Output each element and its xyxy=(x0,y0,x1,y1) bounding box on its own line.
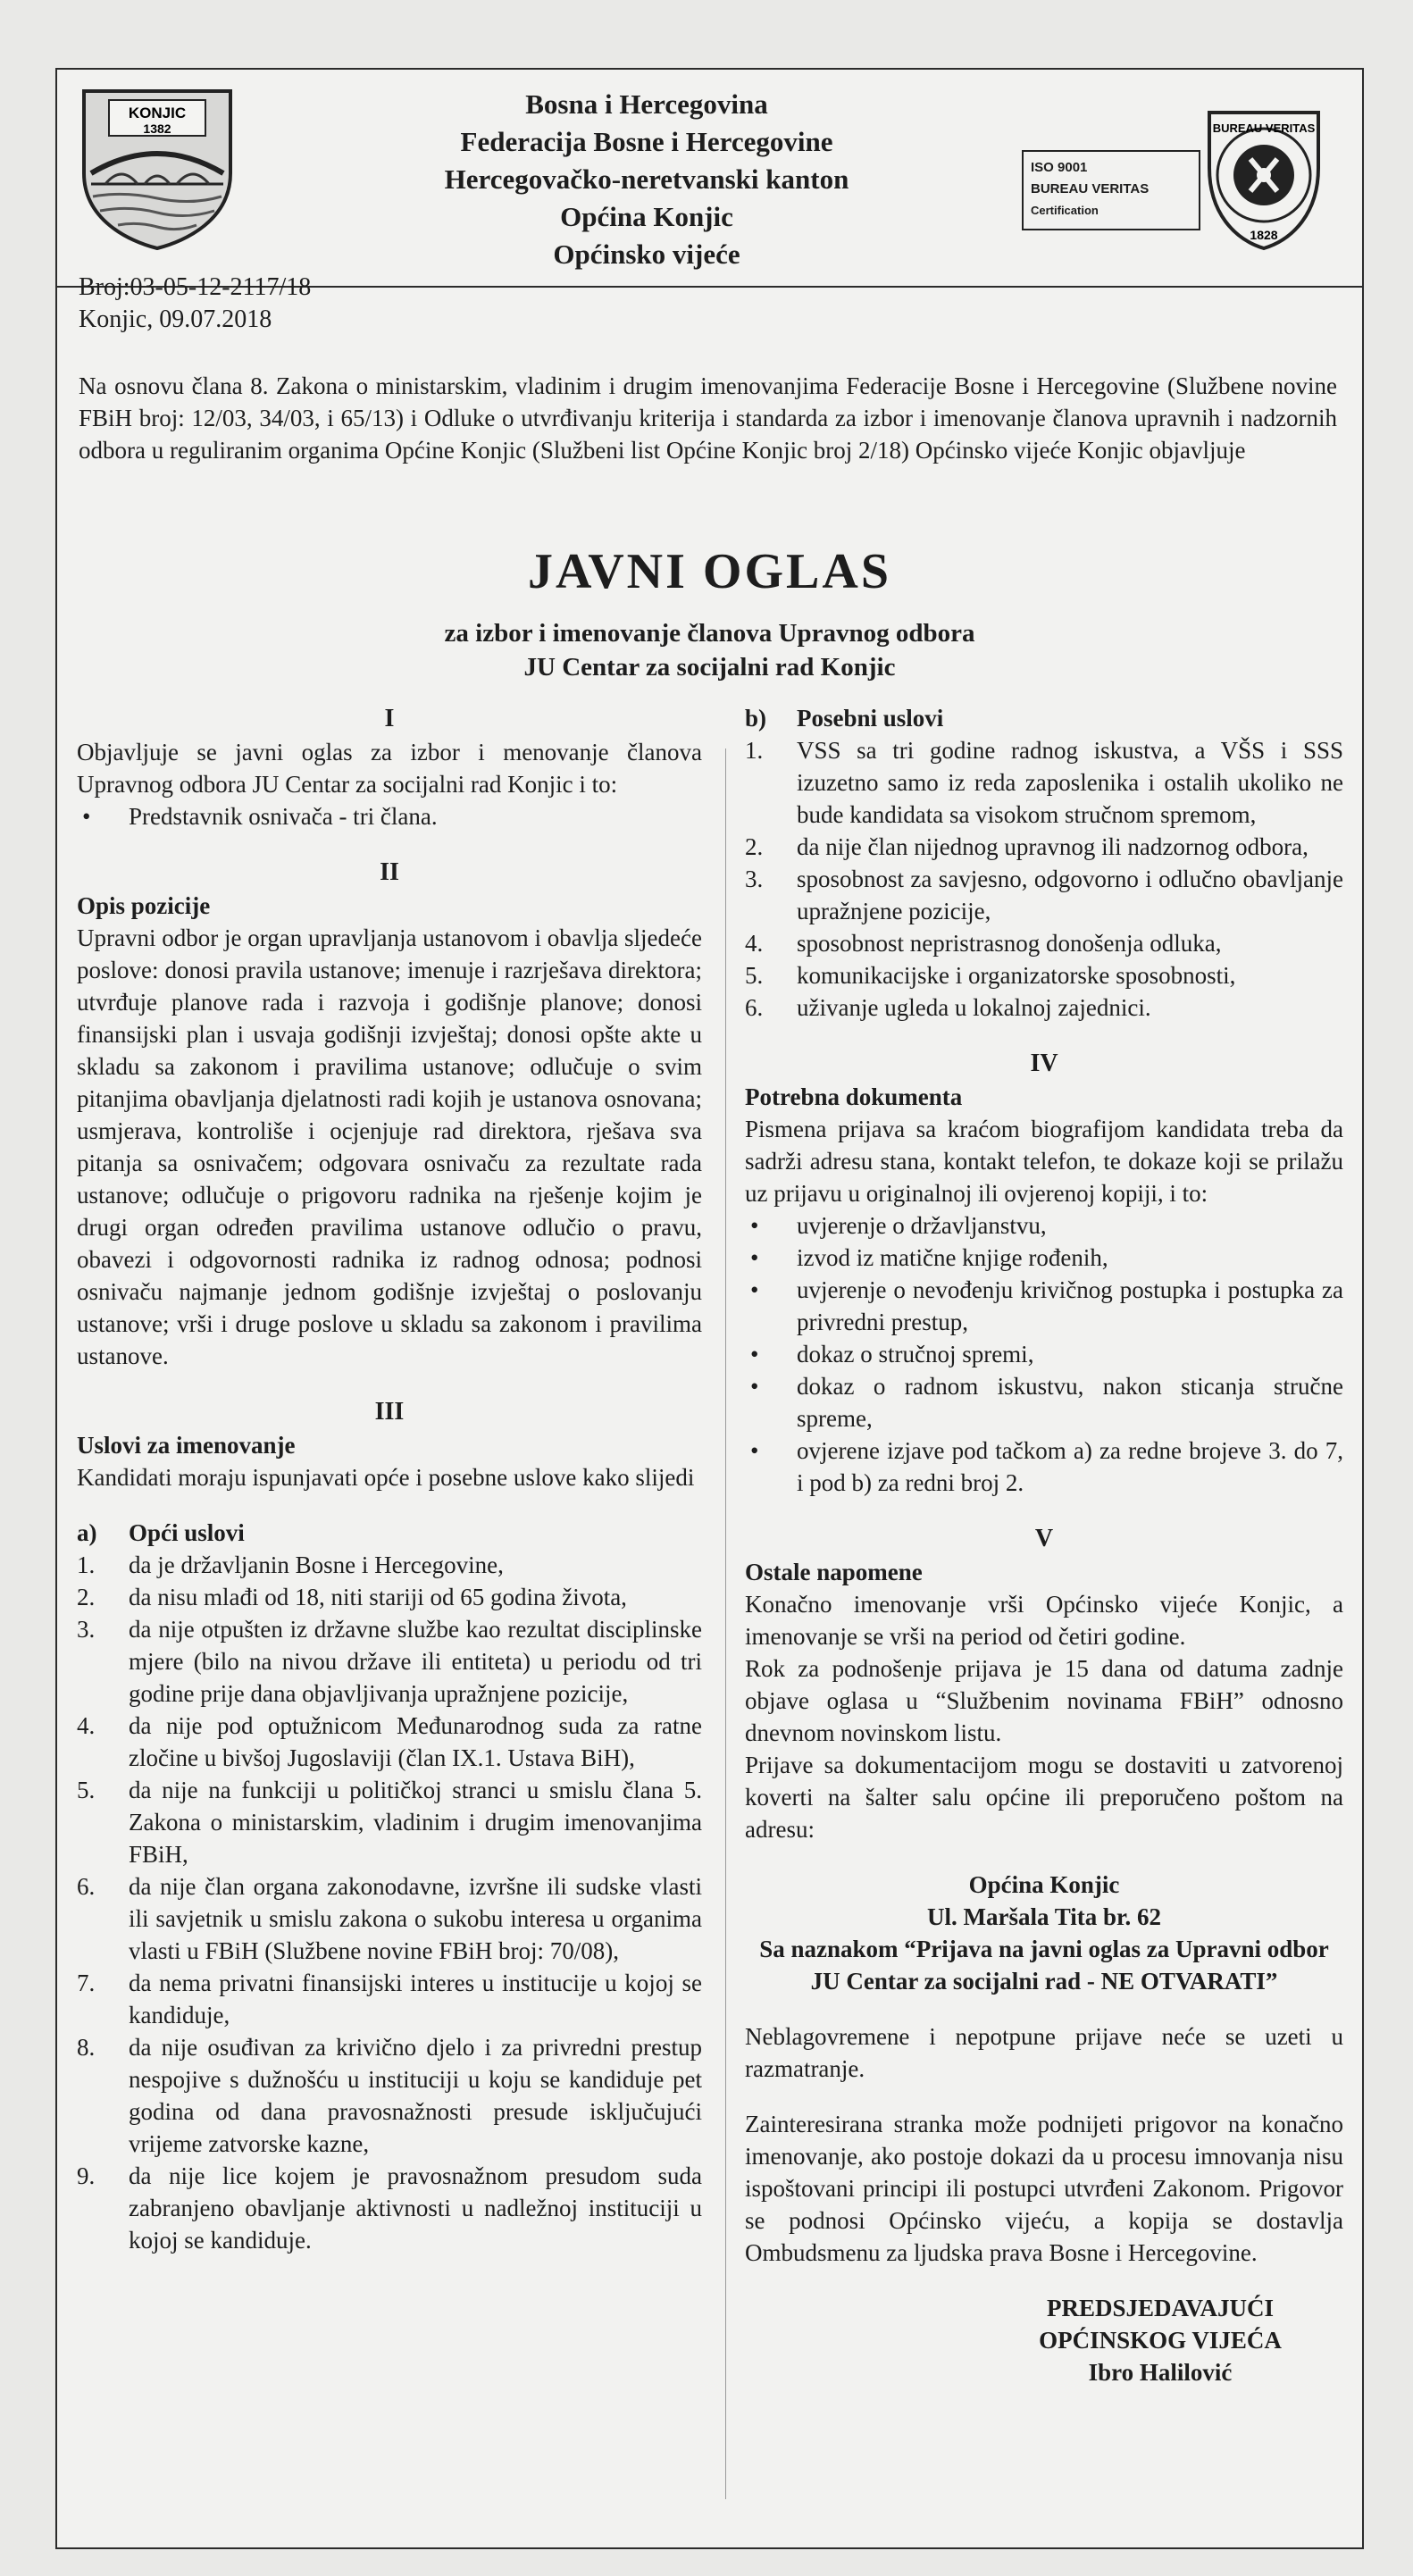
section-5-paragraph-4: Neblagovremene i nepotpune prijave neće se uzeti u razmatranje. xyxy=(745,2023,1343,2082)
list-item: 5. da nije na funkciji u političkoj stranci u smislu člana 5. Zakona o ministarskim, vladinim i drugim imenovanjima FBiH, xyxy=(77,1777,702,1868)
seal-year: 1828 xyxy=(1250,228,1278,242)
subtitle-line-2: JU Centar za socijalni rad Konjic xyxy=(523,653,896,682)
section-4-title: Potrebna dokumenta xyxy=(745,1083,963,1110)
list-item: 1. da je državljanin Bosne i Hercegovine, xyxy=(77,1551,504,1578)
signature-title-1: PREDSJEDAVAJUĆI xyxy=(1046,2295,1275,2321)
section-2-text: Upravni odbor je organ upravljanja ustanovom i obavlja sljedeće poslove: donosi pravila ustanove; imenuje i razrješava direktora; utvrđuje planove rada i razvoja i godišnje planove; donosi finansijski plan i usvaja godišnji izvještaj; donosi opšte akte u skladu sa zakonom i pravilima ustanove; odlučuje o svim pitanjima obavljanja djelatnosti radi kojih je ustanova osnovana; usmjerava, kontroliše i ocjenjuje rad direktora, rješava sva pitanja sa osnivačem; odgovara osnivaču za rezultate rada ustanove; odlučuje o prigovoru radnika na rješenje kojim je drugi organ određen pravilima ustanove odlučio o pravu, obavezi i odgovornosti radnika iz radnog odnosa; podnosi osnivaču najmanje jednom godišnje izvještaj o poslovanju ustanove; vrši i druge poslove u skladu sa zakonom i pravilima ustanove. xyxy=(77,924,702,1369)
section-5-paragraph-5: Zainteresirana stranka može podnijeti prigovor na konačno imenovanje, ako postoje dokazi da u procesu imnovanja nisu ispoštovani principi ili postupci utvrđeni Zakonom. Prigovor se podnosi Općinsko vijeću, a kopija se dostavlja Ombudsmenu za ljudska prava Bosne i Hercegovine. xyxy=(745,2111,1343,2266)
document-meta xyxy=(79,272,311,336)
signatory-name: Ibro Halilović xyxy=(1088,2359,1233,2386)
signature-block xyxy=(977,2292,1343,2388)
section-5-title: Ostale napomene xyxy=(745,1559,923,1585)
general-conditions-list xyxy=(77,1549,702,2256)
general-conditions-heading xyxy=(77,1517,702,1549)
list-item: 1. VSS sa tri godine radnog iskustva, a VŠS i SSS izuzetno samo iz reda zaposlenika i ostalih ukoliko ne bude kandidata sa visokom stručnom spremom, xyxy=(745,737,1343,828)
document-page xyxy=(55,68,1364,2549)
section-3-title: Uslovi za imenovanje xyxy=(77,1432,296,1459)
subtitle-line-1: za izbor i imenovanje članova Upravnog odbora xyxy=(444,619,975,648)
list-item: • dokaz o stručnoj spremi, xyxy=(750,1341,1034,1367)
seal-text: BUREAU VERITAS xyxy=(1212,121,1316,135)
institution-line-country: Bosna i Hercegovina xyxy=(525,88,768,120)
iso-certification xyxy=(1022,105,1325,257)
list-item: 3. sposobnost za savjesno, odgovorno i odlučno obavljanje upražnjene pozicije, xyxy=(745,866,1343,924)
section-1-bullet xyxy=(77,800,702,832)
list-item: • dokaz o radnom iskustvu, nakon sticanja stručne spreme, xyxy=(750,1373,1343,1432)
list-item: 8. da nije osuđivan za krivično djelo i za privredni prestup nespojive s dužnošću u instituciji u koju se kandiduje pet godina od dana pravosnažnosti presude isključujući vrijeme zatvorske kazne, xyxy=(77,2034,702,2157)
section-5-paragraph-3: Prijave sa dokumentacijom mogu se dostaviti u zatvorenoj koverti na šalter salu općine ili preporučeno poštom na adresu: xyxy=(745,1752,1343,1843)
list-item: 4. sposobnost nepristrasnog donošenja odluka, xyxy=(745,930,1222,957)
list-item: 6. uživanje ugleda u lokalnoj zajednici. xyxy=(745,994,1151,1021)
list-item: 2. da nije član nijednog upravnog ili nadzornog odbora, xyxy=(745,833,1308,860)
document-header xyxy=(57,70,1362,284)
section-2-title: Opis pozicije xyxy=(77,892,211,919)
document-subtitle xyxy=(57,616,1362,684)
special-conditions-list xyxy=(745,734,1343,1024)
section-1-number: I xyxy=(384,705,395,732)
document-title: JAVNI OGLAS xyxy=(528,544,891,599)
document-place-date: Konjic, 09.07.2018 xyxy=(79,305,272,333)
konjic-coat-of-arms-logo xyxy=(79,88,236,250)
section-4-number: IV xyxy=(1030,1050,1058,1077)
list-item: 9. da nije lice kojem je pravosnažnom presudom suda zabranjeno obavljanje aktivnosti u nadležnoj instituciji u kojoj se kandiduje. xyxy=(77,2162,702,2254)
mailing-address xyxy=(745,1869,1343,1997)
list-item: 6. da nije član organa zakonodavne, izvršne ili sudske vlasti ili savjetnik u smislu zakona o sukobu interesa u organima vlasti u FBiH (Službene novine FBiH broj: 70/08), xyxy=(77,1873,702,1964)
list-item: 2. da nisu mlađi od 18, niti stariji od 65 godina života, xyxy=(77,1584,627,1610)
general-conditions-label: a) xyxy=(77,1519,97,1546)
iso-label: ISO 9001 xyxy=(1031,160,1088,175)
list-item: 5. komunikacijske i organizatorske sposobnosti, xyxy=(745,962,1236,989)
required-documents-list xyxy=(745,1209,1343,1499)
certification-label: Certification xyxy=(1031,204,1099,217)
section-1-text: Objavljuje se javni oglas za izbor i menovanje članova Upravnog odbora JU Centar za socijalni rad Konjic i to: xyxy=(77,739,702,798)
institution-heading xyxy=(325,86,968,273)
iso-certification-box xyxy=(1022,150,1200,230)
bullet-icon: • xyxy=(82,803,91,830)
signature-title-2: OPĆINSKOG VIJEĆA xyxy=(1039,2327,1282,2354)
special-conditions-title: Posebni uslovi xyxy=(797,705,944,732)
legal-basis-paragraph: Na osnovu člana 8. Zakona o ministarskim, vladinim i drugim imenovanjima Federacije Bosne i Hercegovine (Službene novine FBiH broj: 12/03, 34/03, i 65/13) i Odluke o utvrđivanju kriterija i standarda za izbor i imenovanje članova upravnih i nadzornih odbora u reguliranim organima Općine Konjic (Službeni list Općine Konjic broj 2/18) Općinsko vijeće Konjic objavljuje xyxy=(79,372,1337,464)
list-item: 4. da nije pod optužnicom Međunarodnog suda za ratne zločine u bivšoj Jugoslaviji (član IX.1. Ustava BiH), xyxy=(77,1712,702,1771)
section-5-paragraph-2: Rok za podnošenje prijava je 15 dana od datuma zadnje objave oglasa u “Službenim novinama FBiH” odnosno dnevnom novinskom listu. xyxy=(745,1655,1343,1746)
list-item: • ovjerene izjave pod tačkom a) za redne brojeve 3. do 7, i pod b) za redni broj 2. xyxy=(750,1437,1343,1496)
section-5-number: V xyxy=(1034,1525,1054,1552)
institution-line-federation: Federacija Bosne i Hercegovine xyxy=(460,126,833,157)
section-2-number: II xyxy=(380,858,399,886)
left-column xyxy=(77,702,702,2256)
list-item: • uvjerenje o državljanstvu, xyxy=(750,1212,1047,1239)
address-line-3: Sa naznakom “Prijava na javni oglas za Upravni odbor JU Centar za socijalni rad - NE OTVARATI” xyxy=(759,1936,1329,1995)
special-conditions-heading xyxy=(745,702,1343,734)
section-4-text: Pismena prijava sa kraćom biografijom kandidata treba da sadrži adresu stana, kontakt telefon, te dokaze koji se prilažu uz prijavu u originalnoj ili ovjerenoj kopiji, i to: xyxy=(745,1116,1343,1207)
institution-line-canton: Hercegovačko-neretvanski kanton xyxy=(444,163,849,195)
address-line-1: Općina Konjic xyxy=(968,1871,1120,1898)
column-divider xyxy=(725,749,726,2499)
section-1-bullet-text: Predstavnik osnivača - tri člana. xyxy=(129,803,438,830)
document-number: Broj:03-05-12-2117/18 xyxy=(79,273,312,301)
special-conditions-label: b) xyxy=(745,705,767,732)
list-item: 7. da nema privatni finansijski interes u institucije u kojoj se kandiduje, xyxy=(77,1970,702,2028)
list-item: • izvod iz matične knjige rođenih, xyxy=(750,1244,1108,1271)
list-item: • uvjerenje o nevođenju krivičnog postupka i postupka za privredni prestup, xyxy=(750,1276,1343,1335)
bureau-veritas-seal-icon xyxy=(1197,105,1331,253)
right-column xyxy=(745,702,1343,2388)
institution-line-municipality: Općina Konjic xyxy=(560,201,733,232)
logo-text-top: KONJIC xyxy=(128,105,187,121)
logo-text-year: 1382 xyxy=(143,121,171,136)
certification-body: BUREAU VERITAS xyxy=(1031,181,1150,197)
list-item: 3. da nije otpušten iz državne službe kao rezultat disciplinske mjere (bilo na nivou države ili entiteta) u periodu od tri godine prije dana objavljivanja upražnjene pozicije, xyxy=(77,1616,702,1707)
section-3-number: III xyxy=(374,1398,405,1426)
section-3-text: Kandidati moraju ispunjavati opće i posebne uslove kako slijedi xyxy=(77,1464,695,1491)
section-5-paragraph-1: Konačno imenovanje vrši Općinsko vijeće Konjic, a imenovanje se vrši na period od četiri godine. xyxy=(745,1591,1343,1650)
general-conditions-title: Opći uslovi xyxy=(129,1519,245,1546)
address-line-2: Ul. Maršala Tita br. 62 xyxy=(926,1903,1162,1930)
institution-line-council: Općinsko vijeće xyxy=(553,238,740,270)
